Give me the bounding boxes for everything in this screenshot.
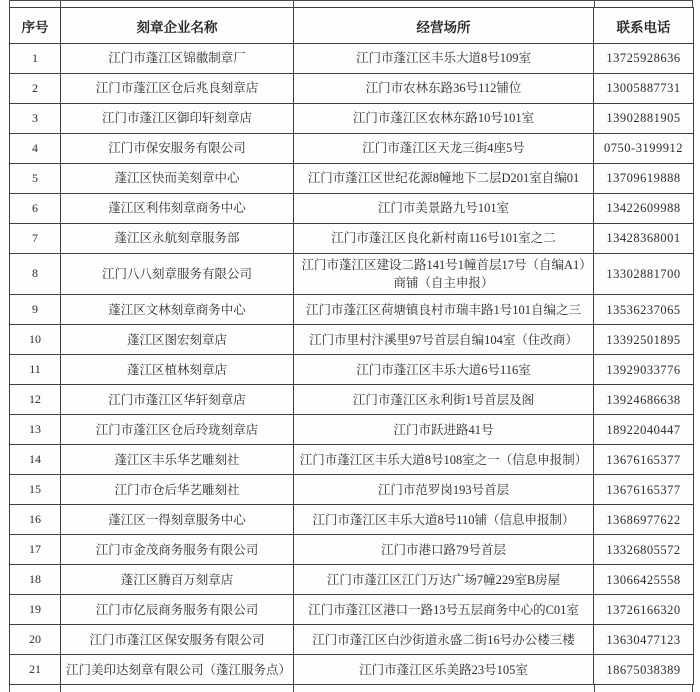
table-row: [10, 385, 694, 415]
gridline: [594, 685, 595, 692]
contact-phone: 13066425558: [594, 565, 694, 595]
column-header-phone: 联系电话: [594, 8, 694, 44]
business-address: 江门市蓬江区良化新村南116号101室之二: [294, 224, 594, 254]
contact-phone: 13902881905: [594, 104, 694, 134]
row-number: 17: [10, 535, 61, 565]
company-name: 蓬江区文林刻章商务中心: [61, 295, 294, 325]
table-row: [10, 325, 694, 355]
company-name: 蓬江区利伟刻章商务中心: [61, 194, 294, 224]
row-number: 5: [10, 164, 61, 194]
company-name: 蓬江区一得刻章服务中心: [61, 505, 294, 535]
row-number: 19: [10, 595, 61, 625]
company-name: 蓬江区植林刻章店: [61, 355, 294, 385]
company-name: 江门市仓后华艺雕刻社: [61, 475, 294, 505]
table-header: [10, 8, 694, 44]
contact-phone: 0750-3199912: [594, 134, 694, 164]
contact-phone: 13929033776: [594, 355, 694, 385]
contact-phone: 13725928636: [594, 44, 694, 74]
table-row: [10, 74, 694, 104]
company-name: 江门市金茂商务服务有限公司: [61, 535, 294, 565]
gridline: [594, 1, 595, 7]
company-name: 江门市蓬江区仓后兆良刻章店: [61, 74, 294, 104]
row-number: 16: [10, 505, 61, 535]
row-number: 9: [10, 295, 61, 325]
contact-phone: 18922040447: [594, 415, 694, 445]
gridline: [60, 685, 61, 692]
seal-companies-table: [9, 7, 694, 685]
header-row: [10, 8, 694, 44]
row-number: 13: [10, 415, 61, 445]
gridline: [9, 1, 10, 7]
table-row: [10, 505, 694, 535]
contact-phone: 13709619888: [594, 164, 694, 194]
contact-phone: 13536237065: [594, 295, 694, 325]
table-row: [10, 194, 694, 224]
row-number: 7: [10, 224, 61, 254]
bottom-crop-sliver: [9, 685, 693, 692]
business-address: 江门市蓬江区丰乐大道8号110铺（信息申报制）: [294, 505, 594, 535]
table-row: [10, 134, 694, 164]
business-address: 江门市蓬江区江门万达广场7幢229室B房屋: [294, 565, 594, 595]
contact-phone: 13326805572: [594, 535, 694, 565]
contact-phone: 13005887731: [594, 74, 694, 104]
table-row: [10, 164, 694, 194]
table-row: [10, 595, 694, 625]
company-name: 江门市保安服务有限公司: [61, 134, 294, 164]
table-row: [10, 565, 694, 595]
contact-phone: 13924686638: [594, 385, 694, 415]
contact-phone: 13392501895: [594, 325, 694, 355]
gridline: [60, 1, 61, 7]
business-address: 江门市蓬江区丰乐大道8号108室之一（信息申报制）: [294, 445, 594, 475]
row-number: 3: [10, 104, 61, 134]
company-name: 蓬江区图宏刻章店: [61, 325, 294, 355]
business-address: 江门市蓬江区荷塘镇良村市瑞丰路1号101自编之三: [294, 295, 594, 325]
row-number: 18: [10, 565, 61, 595]
row-number: 11: [10, 355, 61, 385]
company-name: 江门市蓬江区华轩刻章店: [61, 385, 294, 415]
business-address: 江门市范罗岗193号首层: [294, 475, 594, 505]
business-address: 江门市里村汴溪里97号首层自编104室（住改商）: [294, 325, 594, 355]
company-name: 蓬江区永航刻章服务部: [61, 224, 294, 254]
column-header-address: 经营场所: [294, 8, 594, 44]
business-address: 江门市蓬江区丰乐大道6号116室: [294, 355, 594, 385]
contact-phone: 13428368001: [594, 224, 694, 254]
contact-phone: 13726166320: [594, 595, 694, 625]
table-body: [10, 44, 694, 685]
row-number: 20: [10, 625, 61, 655]
business-address: 江门市跃进路41号: [294, 415, 594, 445]
business-address: 江门市蓬江区天龙三街4座5号: [294, 134, 594, 164]
table-row: [10, 295, 694, 325]
contact-phone: 13676165377: [594, 445, 694, 475]
gridline: [9, 685, 10, 692]
company-name: 江门市蓬江区锦徽制章厂: [61, 44, 294, 74]
row-number: 8: [10, 254, 61, 295]
contact-phone: 13630477123: [594, 625, 694, 655]
table-row: [10, 625, 694, 655]
row-number: 10: [10, 325, 61, 355]
gridline: [692, 1, 693, 7]
table-row: [10, 475, 694, 505]
business-address: 江门市蓬江区乐美路23号105室: [294, 655, 594, 685]
company-name: 江门市蓬江区御印轩刻章店: [61, 104, 294, 134]
business-address: 江门市蓬江区建设二路141号1幢首层17号（自编A1）商铺（自主申报）: [294, 254, 594, 295]
row-number: 15: [10, 475, 61, 505]
table-wrap: [9, 0, 693, 692]
gridline: [293, 1, 294, 7]
gridline: [692, 685, 693, 692]
table-row: [10, 655, 694, 685]
company-name: 蓬江区腾百万刻章店: [61, 565, 294, 595]
row-number: 6: [10, 194, 61, 224]
company-name: 蓬江区快而美刻章中心: [61, 164, 294, 194]
top-crop-sliver: [9, 0, 693, 7]
company-name: 江门美印达刻章有限公司（蓬江服务点）: [61, 655, 294, 685]
contact-phone: 13422609988: [594, 194, 694, 224]
business-address: 江门市港口路79号首层: [294, 535, 594, 565]
column-header-index: 序号: [10, 8, 61, 44]
business-address: 江门市蓬江区港口一路13号五层商务中心的C01室: [294, 595, 594, 625]
table-row: [10, 355, 694, 385]
contact-phone: 13676165377: [594, 475, 694, 505]
table-row: [10, 535, 694, 565]
gridline: [293, 685, 294, 692]
company-name: 江门市亿辰商务服务有限公司: [61, 595, 294, 625]
business-address: 江门市蓬江区白沙街道永盛二街16号办公楼三楼: [294, 625, 594, 655]
business-address: 江门市蓬江区农林东路10号101室: [294, 104, 594, 134]
table-row: [10, 445, 694, 475]
business-address: 江门市蓬江区永利街1号首层及阁: [294, 385, 594, 415]
business-address: 江门市蓬江区丰乐大道8号109室: [294, 44, 594, 74]
company-name: 蓬江区丰乐华艺雕刻社: [61, 445, 294, 475]
company-name: 江门市蓬江区仓后玲珑刻章店: [61, 415, 294, 445]
row-number: 2: [10, 74, 61, 104]
business-address: 江门市蓬江区世纪花源8幢地下二层D201室自编01: [294, 164, 594, 194]
table-row: [10, 415, 694, 445]
row-number: 4: [10, 134, 61, 164]
business-address: 江门市美景路九号101室: [294, 194, 594, 224]
table-row: [10, 104, 694, 134]
business-address: 江门市农林东路36号112铺位: [294, 74, 594, 104]
row-number: 12: [10, 385, 61, 415]
table-row: [10, 224, 694, 254]
row-number: 21: [10, 655, 61, 685]
row-number: 1: [10, 44, 61, 74]
column-header-company: 刻章企业名称: [61, 8, 294, 44]
table-row: [10, 44, 694, 74]
contact-phone: 13302881700: [594, 254, 694, 295]
company-name: 江门市蓬江区保安服务有限公司: [61, 625, 294, 655]
row-number: 14: [10, 445, 61, 475]
company-name: 江门八八刻章服务有限公司: [61, 254, 294, 295]
contact-phone: 13686977622: [594, 505, 694, 535]
table-row: [10, 254, 694, 295]
contact-phone: 18675038389: [594, 655, 694, 685]
